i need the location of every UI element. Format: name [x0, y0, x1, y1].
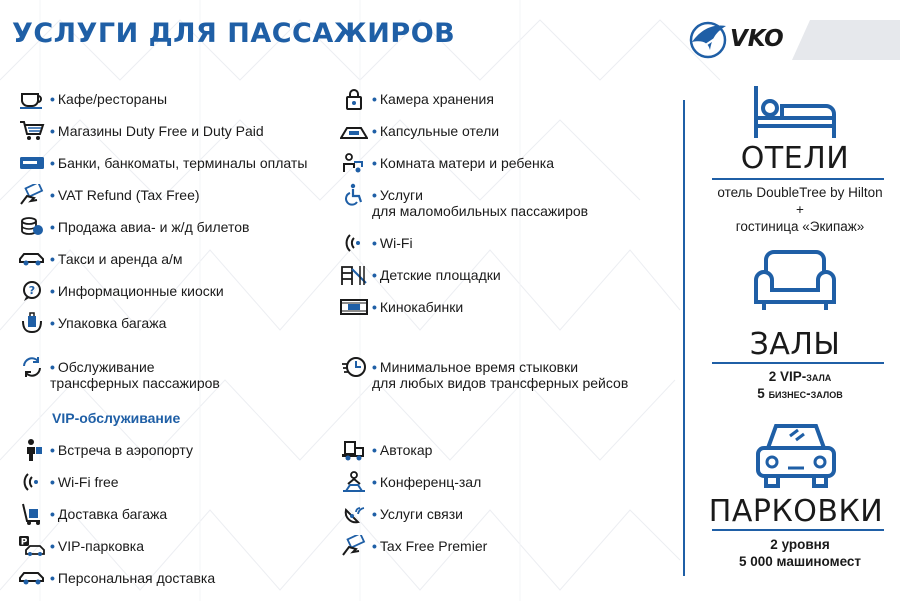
- transfer-arrows-icon: [18, 356, 46, 378]
- vip-item-personal-delivery: • Персональная доставка: [18, 567, 215, 589]
- wifi-icon: [340, 232, 368, 254]
- svg-text:P: P: [20, 537, 28, 548]
- service-item-taxi: • Такси и аренда а/м: [18, 248, 183, 270]
- service-item-storage: • Камера хранения: [340, 88, 494, 110]
- wheelchair-icon: [340, 184, 368, 206]
- divider-line: [683, 100, 685, 576]
- shopping-cart-icon: [18, 120, 46, 142]
- vip-item-meeting: • Встреча в аэропорту: [18, 439, 193, 461]
- hotels-underline: [712, 178, 884, 180]
- lock-icon: [340, 88, 368, 110]
- vip-item-conference: • Конференц-зал: [340, 471, 481, 493]
- service-item-duty-free: • Магазины Duty Free и Duty Paid: [18, 120, 264, 142]
- wifi-free-icon: [18, 471, 46, 493]
- money-hand-icon: [18, 184, 46, 206]
- bird-icon: [691, 23, 726, 57]
- meeting-person-icon: [18, 439, 46, 461]
- vip-heading: VIP-обслуживание: [52, 410, 181, 426]
- hotels-details: отель DoubleTree by Hilton + гостиница «Экипаж»: [717, 185, 883, 234]
- vip-item-baggage-delivery: • Доставка багажа: [18, 503, 167, 525]
- playground-icon: [340, 264, 368, 286]
- service-item-transfer: • Обслуживание трансферных пассажиров: [18, 356, 220, 391]
- lounges-underline: [712, 362, 884, 364]
- parking-details: 2 уровня 5 000 машиномест: [738, 537, 862, 569]
- vip-item-parking: P • VIP-парковка: [18, 535, 144, 557]
- service-item-cafe: • Кафе/рестораны: [18, 88, 167, 110]
- luggage-cart-icon: [18, 503, 46, 525]
- card-icon: [18, 152, 46, 174]
- svg-text:?: ?: [28, 284, 36, 297]
- parking-underline: [712, 529, 884, 531]
- question-icon: [18, 280, 46, 302]
- vip-item-communications: • Услуги связи: [340, 503, 463, 525]
- vip-item-autocar: • Автокар: [340, 439, 432, 461]
- lounges-title: ЗАЛЫ: [749, 327, 841, 362]
- coffee-cup-icon: [18, 88, 46, 110]
- service-item-tickets: • Продажа авиа- и ж/д билетов: [18, 216, 249, 238]
- lounges-details: 2 VIP-зала 5 бизнес-залов: [757, 369, 843, 401]
- service-item-cinema: • Кинокабинки: [340, 296, 463, 318]
- satellite-icon: [340, 503, 368, 525]
- baggage-wrap-icon: [18, 312, 46, 334]
- clock-fast-icon: [340, 356, 368, 378]
- service-item-baggage-wrap: • Упаковка багажа: [18, 312, 166, 334]
- car-delivery-icon: [18, 567, 46, 589]
- car-icon: [18, 248, 46, 270]
- service-item-mother-child: • Комната матери и ребенка: [340, 152, 554, 174]
- vip-item-wifi-free: • Wi-Fi free: [18, 471, 119, 493]
- service-item-min-connection: • Минимальное время стыковки для любых видов трансферных рейсов: [340, 356, 628, 391]
- car-front-icon: [752, 420, 840, 490]
- logo-text: VKO: [730, 26, 784, 52]
- service-item-vat-refund: • VAT Refund (Tax Free): [18, 184, 200, 206]
- parking-icon: [18, 535, 46, 557]
- film-icon: [340, 296, 368, 318]
- service-item-banks: • Банки, банкоматы, терминалы оплаты: [18, 152, 307, 174]
- service-item-wifi: • Wi-Fi: [340, 232, 413, 254]
- vko-logo: [688, 20, 900, 60]
- page-title: УСЛУГИ ДЛЯ ПАССАЖИРОВ: [12, 18, 456, 49]
- mother-child-icon: [340, 152, 368, 174]
- vip-item-tax-free-premier: • Tax Free Premier: [340, 535, 487, 557]
- conference-icon: [340, 471, 368, 493]
- hotels-title: ОТЕЛИ: [740, 141, 850, 176]
- money-hand-icon: [340, 535, 368, 557]
- autocar-icon: [340, 439, 368, 461]
- service-item-capsule-hotels: • Капсульные отели: [340, 120, 499, 142]
- coins-icon: [18, 216, 46, 238]
- parking-title: ПАРКОВКИ: [708, 494, 884, 529]
- bed-icon: [752, 84, 838, 140]
- service-item-reduced-mobility: • Услуги для маломобильных пассажиров: [340, 184, 588, 219]
- service-item-info-kiosks: ? • Информационные киоски: [18, 280, 224, 302]
- sofa-icon: [752, 250, 838, 312]
- service-item-playgrounds: • Детские площадки: [340, 264, 501, 286]
- capsule-hotel-icon: [340, 120, 368, 142]
